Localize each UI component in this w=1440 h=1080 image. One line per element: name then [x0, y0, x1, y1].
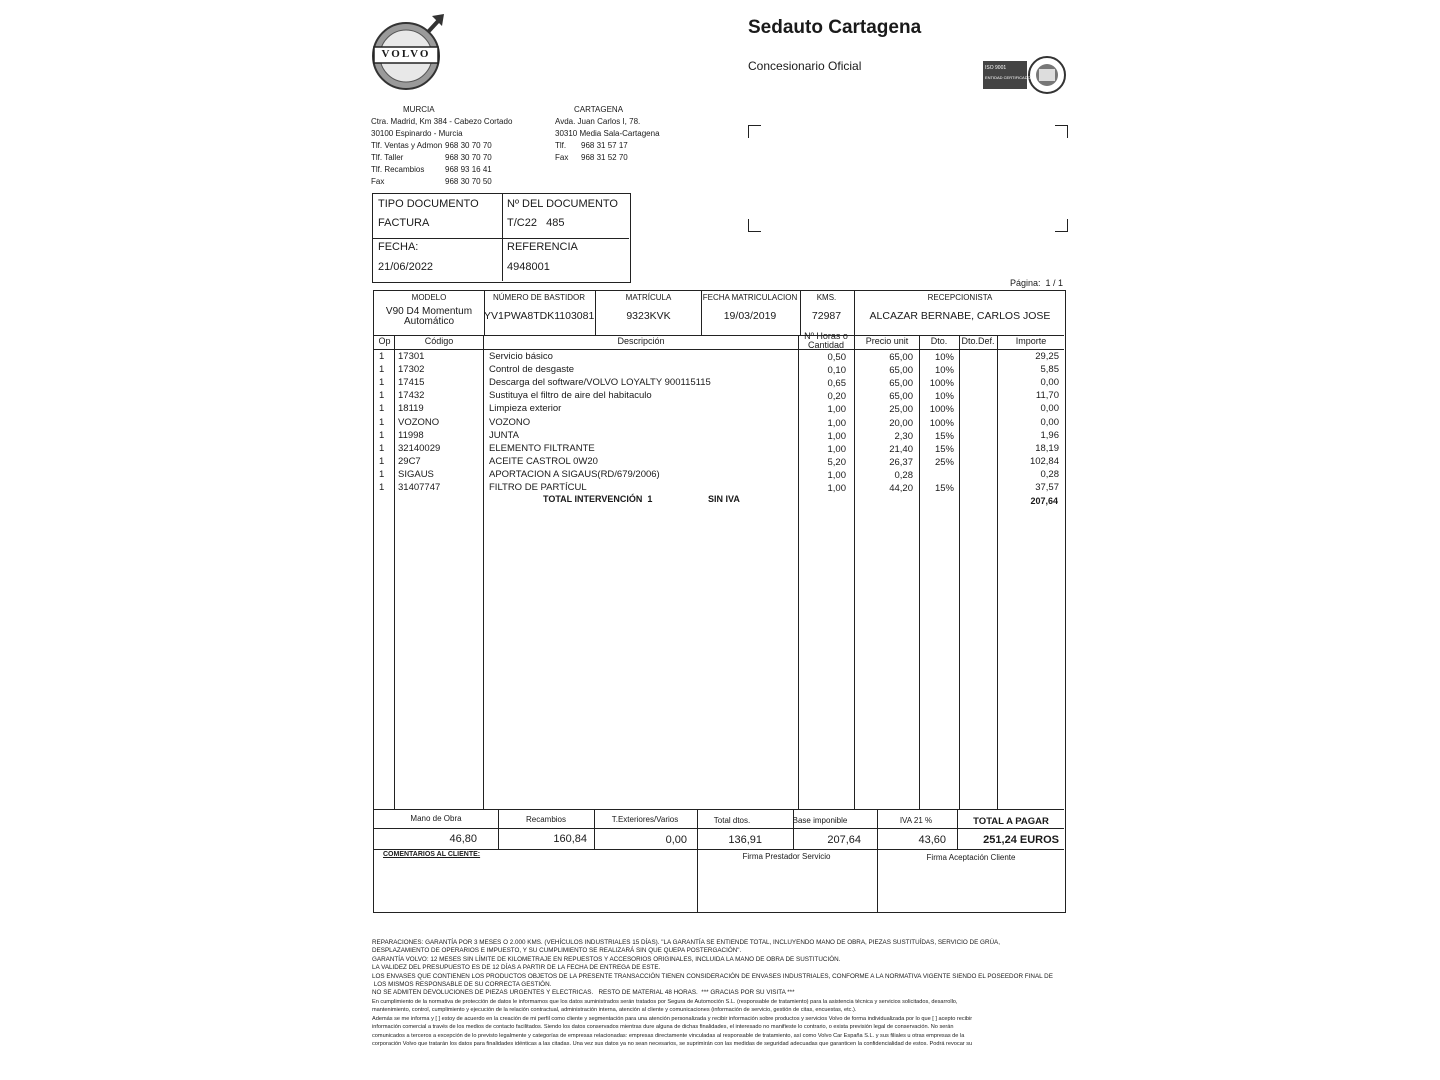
item-precio: 26,37 [889, 456, 913, 468]
item-descripcion: Descarga del software/VOLVO LOYALTY 900115115 [489, 377, 711, 389]
cert-line1: ISO 9001 [985, 65, 1007, 71]
item-op: 1 [379, 390, 385, 402]
item-precio: 65,00 [889, 378, 913, 390]
recepcionista-label: RECEPCIONISTA [927, 293, 993, 302]
item-op: 1 [379, 429, 385, 441]
murcia-fax: 968 30 70 50 [445, 177, 492, 186]
item-precio: 65,00 [889, 365, 913, 377]
item-cantidad: 0,50 [827, 352, 846, 363]
total-pagar-label: TOTAL A PAGAR [973, 816, 1049, 827]
item-importe: 0,00 [1040, 416, 1059, 428]
item-precio: 2,30 [894, 430, 913, 442]
kms-value: 72987 [811, 310, 842, 322]
bastidor-label: NÚMERO DE BASTIDOR [492, 293, 585, 302]
base-imponible-value: 207,64 [827, 834, 861, 846]
col-dto: Dto. [930, 336, 948, 346]
table-row [375, 351, 1065, 364]
cartagena-tel: 968 31 57 17 [581, 141, 628, 150]
total-intervencion-sin-iva: SIN IVA [708, 494, 740, 504]
fecha-matriculacion-value: 19/03/2019 [723, 310, 777, 322]
item-dto: 100% [929, 378, 954, 390]
col-horas-2: Cantidad [807, 340, 845, 350]
item-descripcion: JUNTA [489, 429, 519, 441]
company-name: Sedauto Cartagena [748, 17, 922, 38]
item-codigo: 17432 [398, 390, 425, 402]
modelo-line1: V90 D4 Momentum [385, 306, 473, 317]
certification-logo [983, 55, 1068, 95]
referencia-value: 4948001 [507, 261, 550, 273]
item-descripcion: ACEITE CASTROL 0W20 [489, 455, 598, 467]
legal-conditions [372, 939, 1072, 998]
item-cantidad: 1,00 [827, 469, 846, 481]
legal-line: NO SE ADMITEN DEVOLUCIONES DE PIEZAS URGENTES Y ELECTRICAS. RESTO DE MATERIAL 48 HORAS. *** GRACIAS POR SU VISITA *** [372, 989, 795, 997]
legal-line: REPARACIONES: GARANTÍA POR 3 MESES O 2.000 KMS. (VEHÍCULOS INDUSTRIALES 15 DÍAS). "LA GARANTÍA SE ENTIENDE TOTAL, INCLUYENDO MANO DE OBRA, PIEZAS SUSTITUÍDAS, SERVICIO DE GRÚA, [372, 939, 1000, 946]
legal-line: LOS ENVASES QUE CONTIENEN LOS PRODUCTOS OBJETOS DE LA PRESENTE TRANSACCIÓN TIENEN CONSIDERACIÓN DE ENVASES INDUSTRIALES, CONFORME A LA NORMATIVA VIGENTE SIENDO EL POSEEDOR FINAL DE [372, 972, 1053, 980]
item-op: 1 [379, 416, 385, 428]
table-row [375, 364, 1065, 377]
col-descripcion: Descripción [617, 336, 665, 346]
recepcionista-value: ALCAZAR BERNABE, CARLOS JOSE [869, 310, 1051, 322]
total-intervencion-value: 207,64 [1030, 496, 1058, 506]
item-codigo: 31407747 [398, 482, 441, 493]
item-dto: 100% [929, 404, 954, 416]
item-precio: 25,00 [889, 404, 913, 416]
comentarios-label: COMENTARIOS AL CLIENTE: [383, 851, 481, 858]
item-descripcion: APORTACION A SIGAUS(RD/679/2006) [489, 468, 660, 480]
cartagena-fax-label: Fax [555, 153, 569, 162]
recambios-value: 160,84 [553, 833, 587, 845]
cartagena-fax: 968 31 52 70 [581, 153, 628, 162]
item-cantidad: 0,20 [827, 391, 846, 403]
item-codigo: 17302 [398, 364, 425, 376]
cartagena-address1: Avda. Juan Carlos I, 78. [555, 117, 641, 126]
item-cantidad: 1,00 [827, 443, 846, 455]
item-codigo: 11998 [398, 429, 424, 441]
matricula-label: MATRÍCULA [625, 293, 672, 302]
privacy-line: comunicados a terceros a excepción de lo previsto legalmente y categorías de empresas relacionadas: empresas directamente vinculadas al responsable de tratamiento, así como Volvo Car España S.L. y sus filiales u otras empresas de la [372, 1032, 965, 1039]
item-cantidad: 1,00 [827, 430, 846, 442]
item-descripcion: Sustituya el filtro de aire del habitaculo [489, 390, 652, 402]
item-op: 1 [379, 364, 385, 376]
table-row [375, 469, 1065, 482]
item-descripcion: VOZONO [489, 416, 531, 428]
item-codigo: 17301 [398, 351, 425, 362]
modelo-label: MODELO [411, 293, 447, 302]
murcia-ventas: 968 30 70 70 [445, 141, 492, 150]
item-precio: 21,40 [889, 443, 913, 455]
item-importe: 29,25 [1035, 351, 1059, 362]
num-documento-value: T/C22 485 [507, 217, 565, 229]
item-descripcion: Limpieza exterior [489, 403, 562, 415]
item-cantidad: 0,65 [827, 378, 846, 390]
fecha-label: FECHA: [378, 241, 419, 253]
item-codigo: 29C7 [398, 455, 421, 467]
legal-line: GARANTÍA VOLVO: 12 MESES SIN LÍMITE DE KILOMETRAJE EN REPUESTOS Y ACCESORIOS ORIGINALES, INCLUIDA LA MANO DE OBRA DE SUSTITUCIÓN. [372, 955, 841, 963]
privacy-line: Además se me informa y [ ] estoy de acuerdo en la creación de mi perfil como cliente y segmentación para una atención personalizada y recibir información sobre productos y servicios Volvo de forma individualizada por lo que [ ] acepto recibir [372, 1015, 973, 1022]
volvo-brand-text: VOLVO [381, 48, 431, 60]
page-number: Página: 1 / 1 [1010, 278, 1064, 288]
item-importe: 102,84 [1029, 455, 1059, 467]
item-dto: 15% [934, 443, 954, 455]
exteriores-label: T.Exteriores/Varios [611, 815, 679, 824]
item-op: 1 [379, 468, 385, 480]
table-row [375, 390, 1065, 403]
tipo-documento-label: TIPO DOCUMENTO [378, 198, 479, 210]
total-intervencion-label: TOTAL INTERVENCIÓN 1 [543, 494, 653, 504]
item-descripcion: Servicio básico [489, 351, 553, 362]
item-importe: 11,70 [1035, 390, 1059, 402]
table-row [375, 377, 1065, 390]
murcia-address2: 30100 Espinardo - Murcia [371, 129, 463, 138]
fecha-value: 21/06/2022 [378, 261, 434, 273]
item-cantidad: 5,20 [827, 456, 846, 468]
cartagena-title: CARTAGENA [574, 105, 624, 114]
kms-label: KMS. [816, 293, 837, 302]
tipo-documento-value: FACTURA [378, 217, 430, 229]
item-importe: 0,00 [1040, 377, 1059, 389]
item-precio: 44,20 [889, 483, 913, 494]
iva-label: IVA 21 % [899, 816, 933, 825]
item-importe: 0,28 [1040, 468, 1059, 480]
col-horas-1: Nº Horas o [804, 331, 848, 341]
item-precio: 65,00 [889, 352, 913, 363]
item-op: 1 [379, 442, 385, 454]
murcia-taller-label: Tlf. Taller [371, 153, 404, 162]
murcia-fax-label: Fax [371, 177, 385, 186]
total-dtos-value: 136,91 [728, 834, 762, 846]
privacy-line: En cumplimiento de la normativa de protección de datos le informamos que los datos suministrados serán tratados por Segura de Automoción S.L. (responsable de tratamiento) para la asistencia técnica y servicios solicitados, desarrollo, [372, 999, 958, 1005]
item-op: 1 [379, 482, 385, 493]
item-codigo: 18119 [398, 403, 424, 415]
item-importe: 5,85 [1040, 364, 1059, 376]
table-row [375, 430, 1065, 443]
matricula-value: 9323KVK [626, 310, 671, 322]
firma-prestador-label: Firma Prestador Servicio [742, 852, 831, 861]
iva-value: 43,60 [918, 834, 946, 846]
item-descripcion: ELEMENTO FILTRANTE [489, 442, 595, 454]
item-descripcion: Control de desgaste [489, 364, 575, 376]
murcia-address1: Ctra. Madrid, Km 384 - Cabezo Cortado [371, 117, 513, 126]
table-row [375, 417, 1065, 430]
bastidor-value: YV1PWA8TDK1103081 [484, 310, 595, 322]
privacy-line: información comercial a través de los medios de contacto facilitados. Siendo los datos conservados mientras dure alguna de dichas finalidades, el interesado no manifieste lo contrario, o exista previsión legal de conservación. No serán [372, 1024, 954, 1031]
fecha-matriculacion-label: FECHA MATRICULACION [702, 293, 798, 302]
item-precio: 20,00 [889, 417, 913, 429]
volvo-logo [368, 12, 448, 92]
col-codigo: Código [424, 336, 454, 346]
item-op: 1 [379, 351, 385, 362]
item-cantidad: 1,00 [827, 404, 846, 416]
murcia-recambios: 968 93 16 41 [445, 165, 492, 174]
document-info-box [372, 193, 631, 283]
recambios-label: Recambios [525, 815, 566, 824]
item-precio: 0,28 [894, 469, 913, 481]
total-pagar-value: 251,24 EUROS [983, 834, 1059, 846]
col-op: Op [378, 336, 391, 346]
legal-line: DESPLAZAMIENTO DE OPERARIOS E IMPUESTO, Y SU CUMPLIMIENTO SE REALIZARÁ SIN QUE QUEPA POSTERGACIÓN". [372, 947, 742, 955]
referencia-label: REFERENCIA [507, 241, 578, 253]
item-precio: 65,00 [889, 391, 913, 403]
item-cantidad: 1,00 [827, 417, 846, 429]
item-dto: 25% [934, 456, 954, 468]
item-cantidad: 1,00 [827, 483, 846, 494]
item-codigo: SIGAUS [398, 468, 434, 480]
item-dto: 10% [934, 365, 954, 377]
item-codigo: 32140029 [398, 442, 441, 454]
modelo-line2: Automático [403, 316, 455, 327]
mano-obra-value: 46,80 [449, 833, 477, 845]
item-dto: 15% [934, 430, 954, 442]
item-dto: 10% [934, 352, 954, 363]
firma-cliente-label: Firma Aceptación Cliente [926, 853, 1016, 862]
table-row [375, 456, 1065, 469]
num-documento-label: Nº DEL DOCUMENTO [507, 198, 618, 210]
privacy-line: corporación Volvo que tratarán los datos para finalidades idénticas a las citadas. Una vez sus datos ya no sean necesarios, se suprimirán con las medidas de seguridad adecuadas que garanticen la confidencialidad de estos. Podrá revocar su [372, 1041, 973, 1048]
item-dto: 100% [929, 417, 954, 429]
murcia-recambios-label: Tlf. Recambios [371, 165, 425, 174]
item-descripcion: FILTRO DE PARTÍCUL [489, 482, 587, 493]
table-row [375, 443, 1065, 456]
col-dtodef: Dto.Def. [961, 336, 995, 346]
cert-line2: ENTIDAD CERTIFICADORA [985, 75, 1037, 80]
total-dtos-label: Total dtos. [713, 816, 751, 825]
cartagena-address2: 30310 Media Sala-Cartagena [555, 129, 660, 138]
mano-obra-label: Mano de Obra [410, 814, 462, 823]
cartagena-tel-label: Tlf. [555, 141, 567, 150]
table-row [375, 403, 1065, 416]
legal-line: LA VALIDEZ DEL PRESUPUESTO ES DE 12 DÍAS A PARTIR DE LA FECHA DE ENTREGA DE ESTE. [372, 964, 661, 972]
item-dto: 10% [934, 391, 954, 403]
murcia-ventas-label: Tlf. Ventas y Admon [371, 141, 443, 150]
item-importe: 1,96 [1040, 429, 1059, 441]
item-op: 1 [379, 455, 385, 467]
col-importe: Importe [1015, 336, 1047, 346]
privacy-notice [372, 998, 1072, 1048]
exteriores-value: 0,00 [665, 834, 687, 846]
item-importe: 18,19 [1035, 442, 1059, 454]
item-importe: 37,57 [1035, 482, 1059, 493]
murcia-title: MURCIA [403, 105, 435, 114]
item-dto: 15% [934, 483, 954, 494]
company-subtitle: Concesionario Oficial [748, 59, 862, 73]
item-op: 1 [379, 403, 385, 415]
item-op: 1 [379, 377, 385, 389]
item-codigo: VOZONO [398, 416, 440, 428]
item-cantidad: 0,10 [827, 365, 846, 377]
col-precio: Precio unit [865, 336, 909, 346]
address-window-marks [748, 125, 1068, 232]
privacy-line: mantenimiento, control, cumplimiento y ejecución de la relación contractual, administración interna, atención al cliente y comunicaciones (información de servicio, gestión de citas, encuestas, etc.). [372, 1007, 857, 1014]
item-codigo: 17415 [398, 377, 425, 389]
base-imponible-label: Base imponible [792, 816, 848, 825]
murcia-taller: 968 30 70 70 [445, 153, 492, 162]
item-importe: 0,00 [1040, 403, 1059, 415]
legal-line: LOS MISMOS RESPONSABLE DE SU CORRECTA GESTIÓN. [372, 981, 552, 989]
